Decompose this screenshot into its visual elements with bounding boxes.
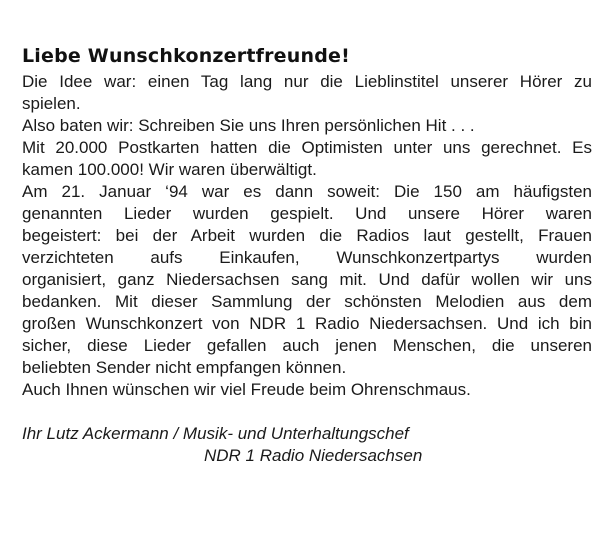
body-line: genannten Lieder wurden gespielt. Und unsere Hörer waren [22, 204, 592, 223]
signature [22, 423, 594, 467]
letter-title: Liebe Wunschkonzertfreunde! [22, 45, 350, 67]
body-line: verzichteten aufs Einkaufen, Wunschkonzertpartys wurden [22, 248, 592, 267]
body-line: Am 21. Januar ‘94 war es dann soweit: Die 150 am häufigsten [22, 182, 592, 201]
body-line: spielen. [22, 94, 81, 113]
body-line: Die Idee war: einen Tag lang nur die Lieblinstitel unserer Hörer zu [22, 72, 592, 91]
body-line: kamen 100.000! Wir waren überwältigt. [22, 160, 317, 179]
body-line: Mit 20.000 Postkarten hatten die Optimisten unter uns gerechnet. Es [22, 138, 592, 157]
body-line: organisiert, ganz Niedersachsen sang mit. Und dafür wollen wir uns [22, 270, 592, 289]
signature-station: NDR 1 Radio Niedersachsen [204, 446, 423, 465]
body-line: begeistert: bei der Arbeit wurden die Radios laut gestellt, Frauen [22, 226, 592, 245]
signature-name: Ihr Lutz Ackermann / Musik- und Unterhaltungschef [22, 424, 409, 443]
body-line: beliebten Sender nicht empfangen können. [22, 358, 347, 377]
letter-body [22, 71, 594, 401]
body-line: Also baten wir: Schreiben Sie uns Ihren persönlichen Hit . . . [22, 116, 475, 135]
body-line: bedanken. Mit dieser Sammlung der schönsten Melodien aus dem [22, 292, 592, 311]
body-line: großen Wunschkonzert von NDR 1 Radio Niedersachsen. Und ich bin [22, 314, 592, 333]
letter [22, 44, 594, 467]
body-line: sicher, diese Lieder gefallen auch jenen Menschen, die unseren [22, 336, 592, 355]
body-line: Auch Ihnen wünschen wir viel Freude beim Ohrenschmaus. [22, 380, 471, 399]
